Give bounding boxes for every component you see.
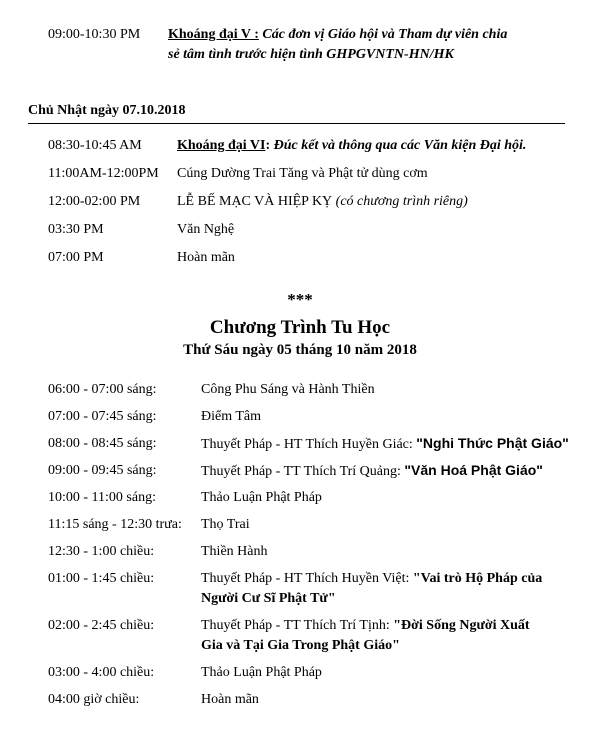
schedule-time: 08:30-10:45 AM: [48, 138, 142, 153]
session-desc: Các đơn vị Giáo hội và Tham dự viên chia: [258, 27, 508, 42]
schedule-desc: Thuyết Pháp - TT Thích Trí Tịnh: "Đời Sống Người Xuất: [201, 618, 530, 633]
lecture-topic: "Đời Sống Người Xuất: [393, 618, 530, 633]
session-desc-line2: sẻ tâm tình trước hiện tình GHPGVNTN-HN/HK: [168, 47, 454, 62]
schedule-time: 12:30 - 1:00 chiều:: [48, 544, 155, 559]
schedule-time: 07:00 - 07:45 sáng:: [48, 409, 157, 424]
schedule-desc: LỄ BẾ MẠC VÀ HIỆP KỴ (có chương trình riêng): [177, 194, 468, 209]
lecture-topic: "Nghi Thức Phật Giáo": [416, 435, 569, 451]
schedule-desc: Khoáng đại VI: Đúc kết và thông qua các Văn kiện Đại hội.: [177, 138, 527, 153]
schedule-time: 08:00 - 08:45 sáng:: [48, 436, 157, 451]
schedule-desc: Điểm Tâm: [201, 409, 262, 424]
program-date: Thứ Sáu ngày 05 tháng 10 năm 2018: [183, 342, 417, 358]
schedule-time: 09:00 - 09:45 sáng:: [48, 463, 157, 478]
lecture-topic: "Văn Hoá Phật Giáo": [404, 462, 543, 478]
schedule-time: 02:00 - 2:45 chiều:: [48, 618, 155, 633]
schedule-time: 07:00 PM: [48, 250, 104, 265]
schedule-desc: Thảo Luận Phật Pháp: [201, 490, 322, 505]
schedule-time: 03:30 PM: [48, 222, 104, 237]
schedule-time: 01:00 - 1:45 chiều:: [48, 571, 155, 586]
schedule-desc: Văn Nghệ: [177, 222, 235, 237]
program-title: Chương Trình Tu Học: [209, 317, 391, 338]
schedule-time: 11:00AM-12:00PM: [48, 166, 159, 181]
schedule-time: 03:00 - 4:00 chiều:: [48, 665, 155, 680]
schedule-note: (có chương trình riêng): [335, 194, 468, 209]
session-label: Khoáng đại V :: [168, 27, 259, 42]
schedule-time: 10:00 - 11:00 sáng:: [48, 490, 156, 505]
schedule-time: 11:15 sáng - 12:30 trưa:: [48, 517, 182, 532]
schedule-desc: Công Phu Sáng và Hành Thiền: [201, 382, 375, 397]
section-divider: [28, 123, 565, 124]
lecture-topic-line2: Người Cư Sĩ Phật Tử": [201, 591, 336, 606]
schedule-time: 06:00 - 07:00 sáng:: [48, 382, 157, 397]
schedule-desc: Thọ Trai: [201, 517, 250, 532]
schedule-desc: Thảo Luận Phật Pháp: [201, 665, 322, 680]
lecture-topic-line2: Gia và Tại Gia Trong Phật Giáo": [201, 638, 400, 653]
schedule-desc: [168, 26, 507, 43]
lecture-topic: "Vai trò Hộ Pháp của: [412, 571, 543, 586]
session-label: Khoáng đại VI: [177, 138, 266, 153]
section-heading: Chủ Nhật ngày 07.10.2018: [28, 103, 186, 118]
schedule-desc: Cúng Dường Trai Tăng và Phật tử dùng cơm: [177, 166, 428, 181]
schedule-desc: Thiền Hành: [201, 544, 268, 559]
schedule-desc: Thuyết Pháp - TT Thích Trí Quảng: "Văn Hoá Phật Giáo": [201, 462, 543, 479]
schedule-desc: Thuyết Pháp - HT Thích Huyền Việt: "Vai trò Hộ Pháp của: [201, 571, 543, 586]
schedule-desc: Hoàn mãn: [201, 692, 259, 707]
separator-stars: ***: [287, 290, 313, 309]
schedule-desc: Thuyết Pháp - HT Thích Huyền Giác: "Nghi Thức Phật Giáo": [201, 435, 569, 452]
schedule-time: 09:00-10:30 PM: [48, 27, 141, 42]
schedule-time: 04:00 giờ chiều:: [48, 692, 140, 707]
schedule-time: 12:00-02:00 PM: [48, 194, 141, 209]
schedule-desc: Hoàn mãn: [177, 250, 235, 265]
